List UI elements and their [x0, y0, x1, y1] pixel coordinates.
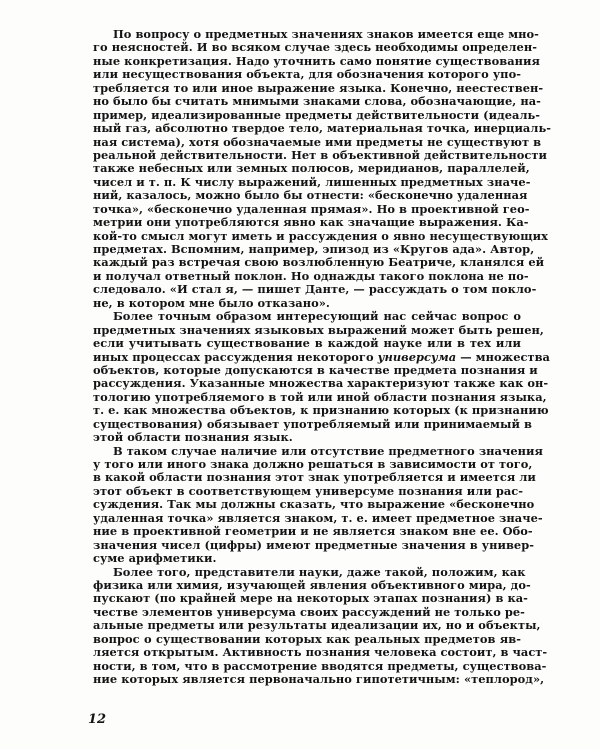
- text-line: ние в проективной геометрии и не является знаком вне ее. Обо-: [93, 524, 533, 539]
- text-line: ная система), хотя обозначаемые ими предметы не существуют в: [93, 134, 542, 149]
- text-line: если учитывать существование в каждой науке или в тех или: [93, 336, 521, 351]
- text-line: го неясностей. И во всяком случае здесь необходимы определен-: [93, 40, 537, 55]
- paragraph-3: [93, 443, 543, 566]
- text-line: В таком случае наличие или отсутствие предметного значения: [113, 443, 543, 458]
- text-line: существования) обязывает употребляемый или принимаемый в: [93, 416, 532, 431]
- text-line: рассуждения. Указанные множества характеризуют также как он-: [93, 376, 549, 391]
- text-line: у того или иного знака должно решаться в зависимости от того,: [93, 457, 533, 471]
- text-line: тологию употребляемого в той или иной области познания языка,: [93, 389, 547, 404]
- text-line: альные предметы или результаты идеализации их, но и объекты,: [93, 618, 541, 633]
- paragraph-4: [93, 564, 548, 687]
- text-line: физика или химия, изучающей явления объективного мира, до-: [93, 577, 531, 592]
- text-line: [93, 349, 550, 364]
- text-line: пускают (по крайней мере на некоторых этапах познания) в ка-: [93, 591, 528, 606]
- text-line: пример, идеализированные предметы действительности (идеаль-: [93, 107, 541, 122]
- text-line: реальной действительности. Нет в объективной действительности: [93, 147, 547, 162]
- text-line: не, в котором мне было отказано».: [93, 295, 330, 310]
- text-line: ний, казалось, можно было бы отнести: «бесконечно удаленная: [93, 188, 528, 203]
- text-line: чисел и т. п. К числу выражений, лишенных предметных значе-: [93, 174, 531, 189]
- text-line: требляется то или иное выражение языка. Конечно, неестествен-: [93, 80, 544, 95]
- text-line: суждения. Так мы должны сказать, что выражение «бесконечно: [93, 497, 535, 512]
- page-number: 12: [88, 712, 107, 727]
- paragraph-2: [93, 309, 550, 445]
- text-line: т. е. как множества объектов, к признанию которых (к признанию: [93, 403, 549, 418]
- text-line: но было бы считать мнимыми знаками слова, обозначающие, на-: [93, 94, 541, 109]
- text-line: каждый раз встречая свою возлюбленную Беатриче, кланялся ей: [93, 255, 545, 270]
- text-line: следовало. «И стал я, — пишет Данте, — рассуждать о том покло-: [93, 282, 537, 297]
- text-line: кой-то смысл могут иметь и рассуждения о явно несуществующих: [93, 228, 548, 243]
- text-line: суме арифметики.: [93, 551, 217, 566]
- text-line: значения чисел (цифры) имеют предметные значения в универ-: [93, 537, 535, 552]
- text-line: ности, в том, что в рассмотрение вводятся предметы, существова-: [93, 658, 547, 673]
- italic-term: универсума: [377, 349, 457, 364]
- text-line: этой области познания язык.: [93, 430, 293, 445]
- text-line: ние которых является первоначально гипотетичным: «теплород»,: [93, 672, 545, 686]
- text-line: этот объект в соответствующем универсуме познания или рас-: [93, 483, 524, 498]
- text-segment: иных процессах рассуждения некоторого: [93, 349, 378, 364]
- text-line: метрии они употребляются явно как значащие выражения. Ка-: [93, 215, 529, 230]
- text-line: ные конкретизация. Надо уточнить само понятие существования: [93, 53, 540, 68]
- text-line: предметных значениях языковых выражений может быть решен,: [93, 322, 544, 337]
- paragraph-1: [93, 27, 552, 310]
- text-line: честве элементов универсума своих рассуждений не только ре-: [93, 604, 525, 619]
- body-text: [93, 27, 552, 686]
- text-line: По вопросу о предметных значениях знаков имеется еще мно-: [113, 27, 539, 41]
- text-line: или несуществования объекта, для обозначения которого упо-: [93, 67, 521, 82]
- text-line: Более того, представители науки, даже такой, положим, как: [113, 564, 526, 579]
- text-line: Более точным образом интересующий нас сейчас вопрос о: [113, 309, 521, 324]
- text-line: точка», «бесконечно удаленная прямая». Но в проективной гео-: [93, 201, 530, 216]
- text-line: в какой области познания этот знак употребляется и имеется ли: [93, 470, 536, 485]
- text-line: удаленная точка» является знаком, т. е. имеет предметное значе-: [93, 510, 543, 525]
- text-segment: — множества: [456, 349, 550, 364]
- text-line: объектов, которые допускаются в качестве предмета познания и: [93, 362, 538, 377]
- text-line: предметах. Вспомним, например, эпизод из «Кругов ада». Автор,: [93, 242, 535, 256]
- text-line: ляется открытым. Активность познания человека состоит, в част-: [93, 645, 548, 660]
- text-line: также небесных или земных полюсов, меридианов, параллелей,: [93, 161, 530, 176]
- text-line: ный газ, абсолютно твердое тело, материальная точка, инерциаль-: [93, 121, 552, 136]
- text-line: вопрос о существовании которых как реальных предметов яв-: [93, 631, 521, 646]
- text-line: и получал ответный поклон. Но однажды такого поклона не по-: [93, 268, 529, 283]
